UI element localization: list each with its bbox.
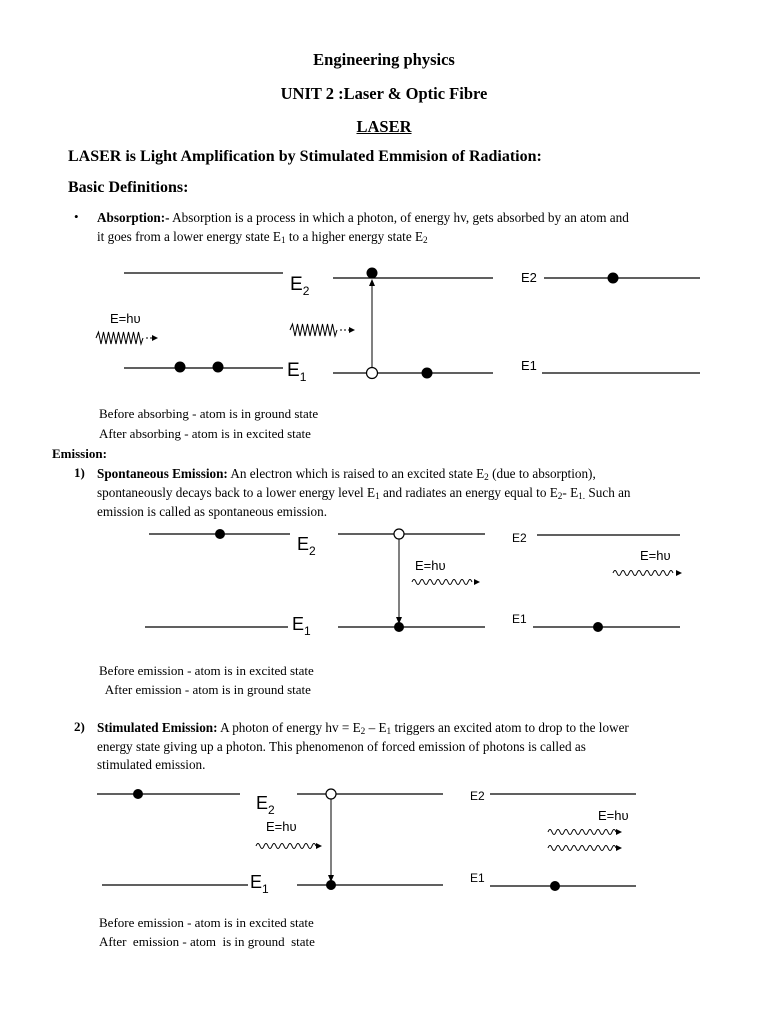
sub-1: 1. — [578, 491, 586, 501]
sub-1: 1 — [386, 726, 392, 736]
photon-wave-icon — [548, 846, 616, 851]
photon-energy-label: E=hυ — [266, 819, 297, 834]
atom-filled-icon — [608, 273, 619, 284]
photon-wave-icon — [613, 571, 673, 576]
e1-label: $E_1$ — [292, 614, 311, 638]
section-title: LASER — [356, 117, 412, 136]
e2-label: $E_2$ — [297, 534, 316, 558]
absorption-term: Absorption:- — [97, 210, 170, 225]
sub-1: 1 — [280, 235, 286, 245]
emission-heading: Emission: — [52, 446, 107, 461]
e1-label: E1 — [521, 358, 537, 373]
sub-2: 2 — [423, 235, 428, 245]
atom-filled-icon — [422, 368, 433, 379]
photon-energy-label: E=hυ — [640, 548, 671, 563]
arrow-up-icon — [369, 279, 375, 286]
photon-arrow-head-icon — [474, 579, 480, 585]
photon-arrow-head-icon — [616, 829, 622, 835]
laser-definition: LASER is Light Amplification by Stimulated Emmision of Radiation: — [68, 148, 542, 165]
photon-arrow-head-icon — [616, 845, 622, 851]
spontaneous-line-3: emission is called as spontaneous emission. — [97, 504, 328, 519]
text-span: A photon of energy hv = E — [217, 720, 361, 735]
spontaneous-emission-diagram — [0, 520, 768, 645]
absorption-text-2b: to a higher energy state E — [285, 229, 424, 244]
photon-wave-icon — [96, 332, 143, 344]
stimulated-before-caption: Before emission - atom is in excited state — [99, 915, 314, 930]
stimulated-emission-diagram — [0, 780, 768, 900]
atom-filled-icon — [550, 881, 560, 891]
absorption-before-caption: Before absorbing - atom is in ground state — [99, 406, 319, 421]
absorption-text-2a: it goes from a lower energy state E — [97, 229, 281, 244]
list-number: 1) — [74, 465, 85, 480]
spontaneous-term: Spontaneous Emission: — [97, 466, 228, 481]
atom-filled-icon — [593, 622, 603, 632]
list-number: 2) — [74, 719, 85, 734]
e2-label: E2 — [521, 270, 537, 285]
bullet-icon: • — [74, 209, 79, 224]
unit-title: UNIT 2 :Laser & Optic Fibre — [280, 84, 488, 103]
photon-wave-icon — [412, 580, 472, 585]
text-span: – E — [365, 720, 387, 735]
e1-label: E1 — [512, 612, 527, 626]
photon-arrow-head-icon — [676, 570, 682, 576]
photon-arrow-head-icon — [349, 327, 355, 333]
text-span: (due to absorption), — [488, 466, 596, 481]
photon-wave-icon — [548, 830, 616, 835]
photon-energy-label: E=hυ — [110, 311, 141, 326]
atom-filled-icon — [394, 622, 404, 632]
sub-2: 2 — [557, 491, 563, 501]
sub-2: 2 — [484, 472, 489, 482]
spontaneous-line-2 — [97, 483, 631, 502]
atom-filled-icon — [367, 268, 378, 279]
absorption-text-1: Absorption is a process in which a photon, of energy hv, gets absorbed by an atom and — [169, 210, 629, 225]
photon-energy-label: E=hυ — [598, 808, 629, 823]
stimulated-line-2: energy state giving up a photon. This phenomenon of forced emission of photons is called as — [97, 739, 586, 754]
text-span: spontaneously decays back to a lower energy level E — [97, 485, 376, 500]
atom-empty-icon — [367, 368, 378, 379]
spontaneous-after-caption: After emission - atom is in ground state — [99, 682, 311, 697]
photon-wave-icon — [290, 324, 337, 336]
stimulated-line-3: stimulated emission. — [97, 757, 206, 772]
sub-1: 1 — [375, 491, 380, 501]
basic-definitions-heading: Basic Definitions: — [68, 179, 189, 196]
e2-label: $E_2$ — [290, 274, 310, 298]
photon-arrow-head-icon — [316, 843, 322, 849]
sub-2: 2 — [360, 726, 366, 736]
text-span: triggers an excited atom to drop to the lower — [391, 720, 629, 735]
stimulated-term: Stimulated Emission: — [97, 720, 218, 735]
atom-filled-icon — [175, 362, 186, 373]
stimulated-line-1 — [97, 718, 629, 737]
e1-label: E1 — [470, 871, 485, 885]
absorption-line-2 — [97, 227, 428, 246]
e2-label: $E_2$ — [256, 793, 275, 817]
spontaneous-before-caption: Before emission - atom is in excited state — [99, 663, 314, 678]
document-title: Engineering physics — [313, 50, 455, 69]
text-span: Such an — [585, 485, 631, 500]
atom-empty-icon — [326, 789, 336, 799]
absorption-line-1 — [97, 208, 629, 227]
e2-label: E2 — [470, 789, 485, 803]
e2-label: E2 — [512, 531, 527, 545]
e1-label: $E_1$ — [250, 872, 269, 896]
absorption-diagram — [0, 260, 768, 390]
atom-empty-icon — [394, 529, 404, 539]
photon-energy-label: E=hυ — [415, 558, 446, 573]
e1-label: $E_1$ — [287, 360, 307, 384]
text-span: and radiates an energy equal to E — [379, 485, 558, 500]
spontaneous-line-1 — [97, 464, 596, 483]
stimulated-after-caption: After emission - atom is in ground state — [99, 934, 315, 949]
text-span: - E — [562, 485, 579, 500]
absorption-after-caption: After absorbing - atom is in excited state — [99, 426, 311, 441]
text-span: An electron which is raised to an excited state E — [227, 466, 485, 481]
atom-filled-icon — [215, 529, 225, 539]
photon-arrow-head-icon — [152, 335, 158, 341]
photon-wave-icon — [256, 844, 316, 849]
atom-filled-icon — [326, 880, 336, 890]
atom-filled-icon — [213, 362, 224, 373]
atom-filled-icon — [133, 789, 143, 799]
